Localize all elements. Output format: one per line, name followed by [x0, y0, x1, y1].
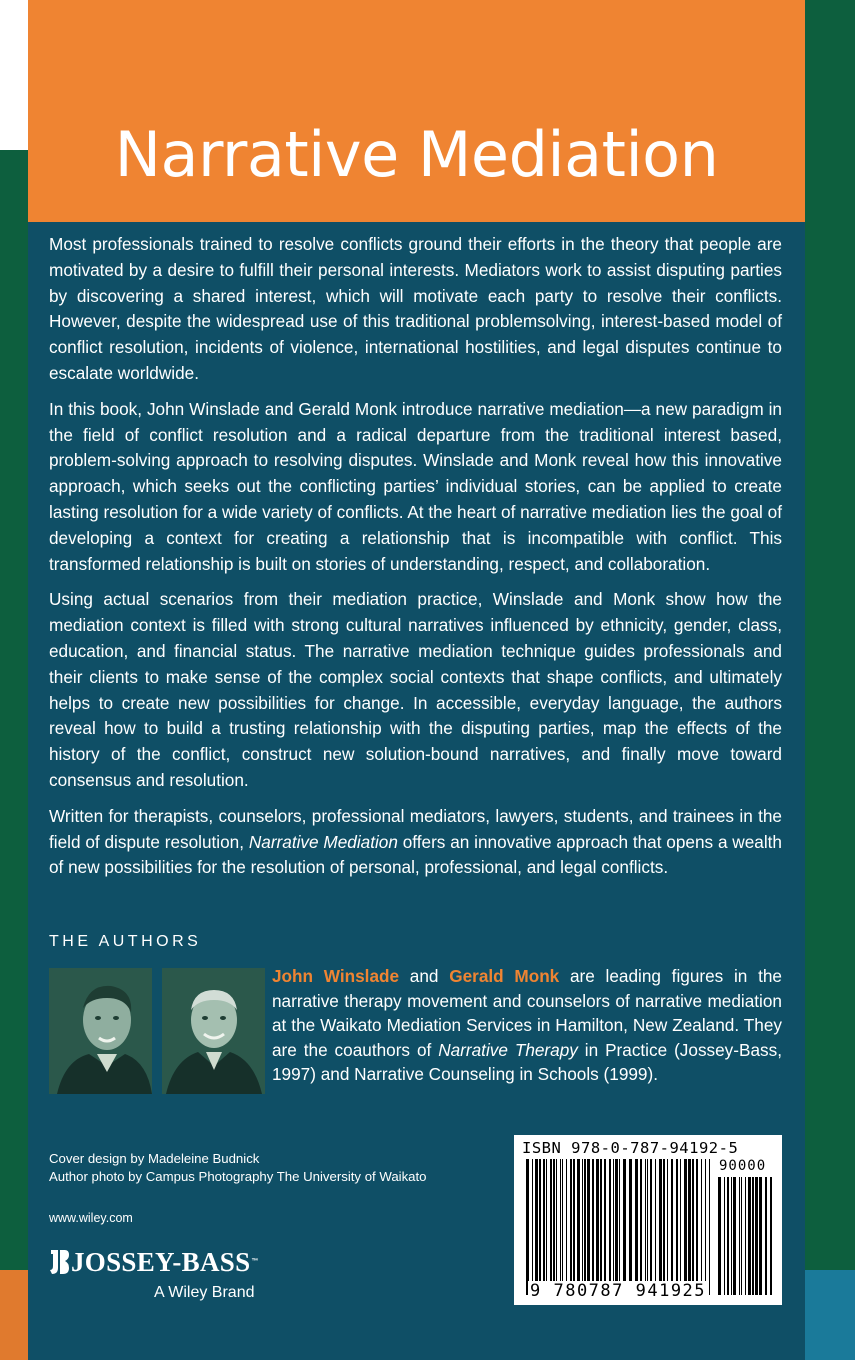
barcode-bar	[755, 1177, 758, 1295]
barcode-bar	[553, 1159, 555, 1295]
barcode-bar	[539, 1159, 541, 1295]
barcode-bar	[748, 1177, 751, 1295]
description-paragraph-4	[49, 804, 782, 881]
barcode-digits: 9 780787 941925	[530, 1281, 707, 1301]
barcode-bar	[765, 1177, 767, 1295]
barcode-bar	[573, 1159, 575, 1295]
barcode-bar	[596, 1159, 599, 1295]
barcode-bar	[623, 1159, 626, 1295]
barcode-bar	[532, 1159, 533, 1295]
author-photo-gerald-monk	[162, 968, 265, 1094]
barcode-bar	[647, 1159, 648, 1295]
left-edge-green	[0, 150, 28, 1270]
barcode-bar	[587, 1159, 590, 1295]
barcode-bar	[546, 1159, 547, 1295]
barcode-bar	[560, 1159, 561, 1295]
description-paragraph-3: Using actual scenarios from their mediation practice, Winslade and Monk show how the mediation context is filled with strong cultural narratives influenced by ethnicity, gender, class, education, and financial status. The narrative mediation technique guides professionals and their clients to make sense of the complex social contexts that shape conflicts, and ultimately helps to create new possibilities for change. In accessible, everyday language, the authors reveal how to build a trusting relationship with the disputing parties, map the effects of the history of the conflict, construct new solution-bound narratives, and finally move toward consensus and resolution.	[49, 589, 782, 790]
publisher-name	[71, 1249, 259, 1275]
barcode-bar	[733, 1177, 736, 1295]
barcode-bar	[705, 1159, 706, 1295]
portrait-icon	[162, 968, 265, 1094]
barcode-bar	[745, 1177, 746, 1295]
jossey-bass-mark-icon	[49, 1250, 69, 1274]
author-bio	[272, 964, 782, 1087]
barcode-bar	[680, 1159, 681, 1295]
author-name-gerald-monk: Gerald Monk	[449, 966, 560, 986]
barcode-bar	[692, 1159, 694, 1295]
barcode-bar	[604, 1159, 606, 1295]
barcode-bar	[566, 1159, 567, 1295]
author-bio-book-title: Narrative Therapy	[438, 1039, 578, 1060]
trademark-symbol: ™	[251, 1258, 259, 1265]
publisher-website: www.wiley.com	[49, 1211, 133, 1225]
barcode-bar	[663, 1159, 665, 1295]
left-edge-orange	[0, 1270, 28, 1360]
right-edge-green	[805, 0, 855, 1270]
barcode-bar	[739, 1177, 740, 1295]
barcode-bar	[562, 1159, 563, 1295]
barcode-bar	[577, 1159, 580, 1295]
price-code: 90000	[719, 1158, 767, 1174]
barcode-bar	[635, 1159, 638, 1295]
barcode-bar	[659, 1159, 662, 1295]
p4-before: Written for therapists, counselors, professional mediators, lawyers, students, and trainees in the field of dispute resolution,	[49, 805, 782, 852]
author-bio-middle: are leading figures in the narrative therapy movement and counselors of narrative mediation at the Waikato Mediation Services in Hamilton, New Zealand. They are the coauthors of	[272, 966, 782, 1060]
author-bio-end: in Practice (Jossey-Bass, 1997) and Narrative Counseling in Schools (1999).	[272, 1039, 782, 1085]
barcode-bar	[752, 1177, 754, 1295]
isbn-barcode	[514, 1135, 782, 1305]
barcode-bar	[731, 1177, 732, 1295]
barcode-bar	[613, 1159, 614, 1295]
publisher-name-text: JOSSEY-BASS	[71, 1247, 251, 1277]
barcode-bar	[676, 1159, 678, 1295]
credits	[49, 1150, 427, 1186]
author-photo-credit: Author photo by Campus Photography The University of Waikato	[49, 1169, 427, 1184]
barcode-bar	[724, 1177, 725, 1295]
barcode-bar	[684, 1159, 687, 1295]
wiley-brand-line: A Wiley Brand	[154, 1284, 255, 1301]
author-bio-and: and	[399, 966, 450, 986]
barcode-bar	[640, 1159, 642, 1295]
barcode-bar	[650, 1159, 652, 1295]
book-description	[49, 232, 782, 891]
barcode-bar	[645, 1159, 646, 1295]
barcode-bar	[718, 1177, 721, 1295]
publisher-logo	[49, 1249, 259, 1302]
barcode-bar	[584, 1159, 586, 1295]
description-paragraph-1: Most professionals trained to resolve conflicts ground their efforts in the theory that people are motivated by a desire to fulfill their personal interests. Mediators work to assist disputing parties by discovering a shared interest, which will motivate each party to resolve their conflicts. However, despite the widespread use of this traditional problemsolving, interest-based model of conflict resolution, incidents of violence, international hostilities, and legal disputes continue to escalate worldwide.	[49, 234, 782, 383]
right-edge-teal	[805, 1270, 855, 1360]
barcode-bar	[701, 1159, 702, 1295]
barcode-bar	[600, 1159, 602, 1295]
barcode-bar	[696, 1159, 698, 1295]
book-title: Narrative Mediation	[114, 118, 719, 191]
portrait-icon	[49, 968, 152, 1094]
authors-heading: THE AUTHORS	[49, 933, 202, 950]
isbn-number: ISBN 978-0-787-94192-5	[522, 1139, 739, 1157]
barcode-bar	[741, 1177, 742, 1295]
barcode-bar	[655, 1159, 656, 1295]
barcode-bar	[727, 1177, 729, 1295]
description-paragraph-2: In this book, John Winslade and Gerald Monk introduce narrative mediation—a new paradigm in the field of conflict resolution and a radical departure from the traditional interest based, problem-solving approach to resolving disputes. Winslade and Monk reveal how this innovative approach, which seeks out the conflicting parties’ individual stories, can be applied to create lasting resolution for a wide variety of conflicts. At the heart of narrative mediation lies the goal of developing a context for creating a relationship that is incompatible with conflict. This transformed relationship is built on stories of understanding, respect, and collaboration.	[49, 398, 782, 574]
author-name-john-winslade: John Winslade	[272, 966, 400, 986]
barcode-bar	[582, 1159, 583, 1295]
barcode-bar	[770, 1177, 772, 1295]
barcode-bar	[667, 1159, 668, 1295]
barcode-bar	[629, 1159, 632, 1295]
author-photo-john-winslade	[49, 968, 152, 1094]
barcode-bar	[550, 1159, 552, 1295]
barcode-bar	[609, 1159, 611, 1295]
barcode-bar	[619, 1159, 620, 1295]
barcode-bar	[543, 1159, 545, 1295]
cover-design-credit: Cover design by Madeleine Budnick	[49, 1151, 260, 1166]
barcode-bar	[688, 1159, 691, 1295]
barcode-bar	[570, 1159, 572, 1295]
barcode-bar	[759, 1177, 762, 1295]
barcode-bar	[556, 1159, 557, 1295]
p4-title: Narrative Mediation	[248, 831, 398, 852]
barcode-bar	[526, 1159, 529, 1295]
p4-after: offers an innovative approach that opens a wealth of new possibilities for the resolution of personal, professional, and legal conflicts.	[49, 831, 782, 878]
barcode-bar	[592, 1159, 594, 1295]
barcode-bar	[615, 1159, 618, 1295]
barcode-bar	[671, 1159, 673, 1295]
barcode-bar	[535, 1159, 538, 1295]
left-edge-white	[0, 0, 28, 150]
barcode-bar	[709, 1159, 710, 1295]
